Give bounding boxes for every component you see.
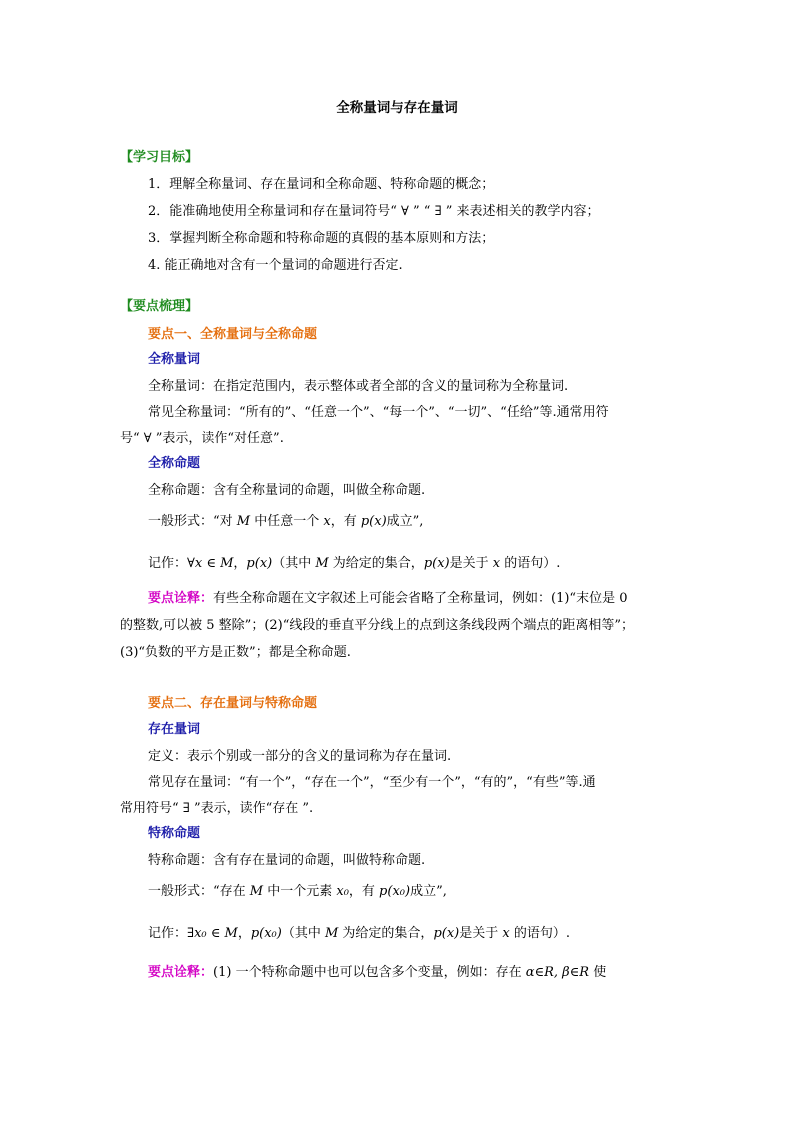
notation-text: 为给定的集合， <box>328 556 424 571</box>
note-text: (1) 一个特称命题中也可以包含多个变量，例如：存在 <box>213 965 526 980</box>
note-text: 有些全称命题在文字叙述上可能会省略了全称量词，例如：(1)“末位是 0 <box>213 591 628 606</box>
math-M: M <box>236 514 251 529</box>
notation-text: 的语句）. <box>509 926 570 941</box>
existential-notation <box>148 926 570 942</box>
goal-item-3: 3．掌握判断全称命题和特称命题的真假的基本原则和方法； <box>148 231 495 246</box>
math-x: x <box>492 556 501 571</box>
math-px0: p(x₀) <box>250 926 282 941</box>
math-px: p(x) <box>246 556 273 571</box>
math-exists-expr: ∃x₀ ∈ M <box>187 926 238 941</box>
math-M: M <box>324 926 339 941</box>
universal-notation <box>148 556 560 572</box>
math-x: x <box>323 514 331 529</box>
math-x: x <box>502 926 510 941</box>
page-title: 全称量词与存在量词 <box>336 100 458 116</box>
universal-note-line3: (3)“负数的平方是正数”；都是全称命题. <box>120 645 351 660</box>
notation-text: 是关于 <box>459 926 503 941</box>
form-text: 成立”, <box>386 514 424 529</box>
form-text: 一般形式：“存在 <box>148 884 250 899</box>
goal-item-4: 4. 能正确地对含有一个量词的命题进行否定. <box>148 258 403 273</box>
universal-proposition-heading: 全称命题 <box>148 456 201 471</box>
existential-quantifier-def: 定义：表示个别或一部分的含义的量词称为存在量词. <box>148 749 452 764</box>
form-text: 中一个元素 <box>263 884 337 899</box>
note-label: 要点诠释： <box>148 591 214 606</box>
existential-proposition-heading: 特称命题 <box>148 826 201 841</box>
notation-text: 的语句）. <box>500 556 561 571</box>
notation-text: 记作： <box>148 926 188 941</box>
existential-common-line2: 常用符号“ ∃ ”表示，读作“存在 ”. <box>120 801 314 816</box>
goal-item-2: 2．能准确地使用全称量词和存在量词符号“ ∀ ” “ ∃ ” 来表述相关的教学内容； <box>148 204 600 219</box>
universal-quantifier-heading: 全称量词 <box>148 352 201 367</box>
learning-goals-heading: 【学习目标】 <box>120 150 199 165</box>
goal-item-1: 1．理解全称量词、存在量词和全称命题、特称命题的概念； <box>148 177 495 192</box>
notation-text: （其中 <box>272 556 316 571</box>
existential-note-line1 <box>148 965 606 981</box>
note-text: 使 <box>589 965 607 980</box>
math-px: p(x) <box>433 926 460 941</box>
point2-heading: 要点二、存在量词与特称命题 <box>148 696 318 711</box>
universal-general-form <box>148 514 423 530</box>
note-label: 要点诠释： <box>148 965 214 980</box>
math-M: M <box>249 884 264 899</box>
notation-text: 记作： <box>148 556 188 571</box>
form-text: ，有 <box>330 514 361 529</box>
universal-common-line1: 常见全称量词：“所有的”、“任意一个”、“每一个”、“一切”、“任给”等.通常用符 <box>148 405 609 420</box>
universal-common-line2: 号“ ∀ ”表示，读作“对任意”. <box>120 431 284 446</box>
math-px: p(x) <box>360 514 387 529</box>
existential-proposition-def: 特称命题：含有存在量词的命题，叫做特称命题. <box>148 853 426 868</box>
form-text: 成立”, <box>410 884 447 899</box>
math-x0: x₀ <box>336 884 349 899</box>
math-alpha-beta: α∈R, β∈R <box>525 965 590 980</box>
notation-text: ， <box>233 556 247 571</box>
notation-text: 为给定的集合， <box>338 926 434 941</box>
notation-text: （其中 <box>281 926 325 941</box>
universal-proposition-def: 全称命题：含有全称量词的命题，叫做全称命题. <box>148 483 426 498</box>
notation-text: ， <box>237 926 251 941</box>
universal-note-line2: 的整数,可以被 5 整除”；(2)“线段的垂直平分线上的点到这条线段两个端点的距离相等”； <box>120 618 635 633</box>
form-text: 中任意一个 <box>250 514 324 529</box>
math-M: M <box>315 556 329 571</box>
math-forall-expr: ∀x ∈ M <box>187 556 234 571</box>
existential-quantifier-heading: 存在量词 <box>148 722 201 737</box>
existential-common-line1: 常见存在量词：“有一个”，“存在一个”，“至少有一个”，“有的”，“有些”等.通 <box>148 775 596 790</box>
math-px0: p(x₀) <box>379 884 411 899</box>
notation-text: 是关于 <box>449 556 493 571</box>
existential-general-form <box>148 884 447 900</box>
universal-note-line1 <box>148 591 627 607</box>
form-text: 一般形式：“对 <box>148 514 237 529</box>
point1-heading: 要点一、全称量词与全称命题 <box>148 327 318 342</box>
key-points-heading: 【要点梳理】 <box>120 299 199 314</box>
math-px: p(x) <box>423 556 450 571</box>
form-text: ，有 <box>348 884 380 899</box>
universal-quantifier-def: 全称量词：在指定范围内，表示整体或者全部的含义的量词称为全称量词. <box>148 379 569 394</box>
